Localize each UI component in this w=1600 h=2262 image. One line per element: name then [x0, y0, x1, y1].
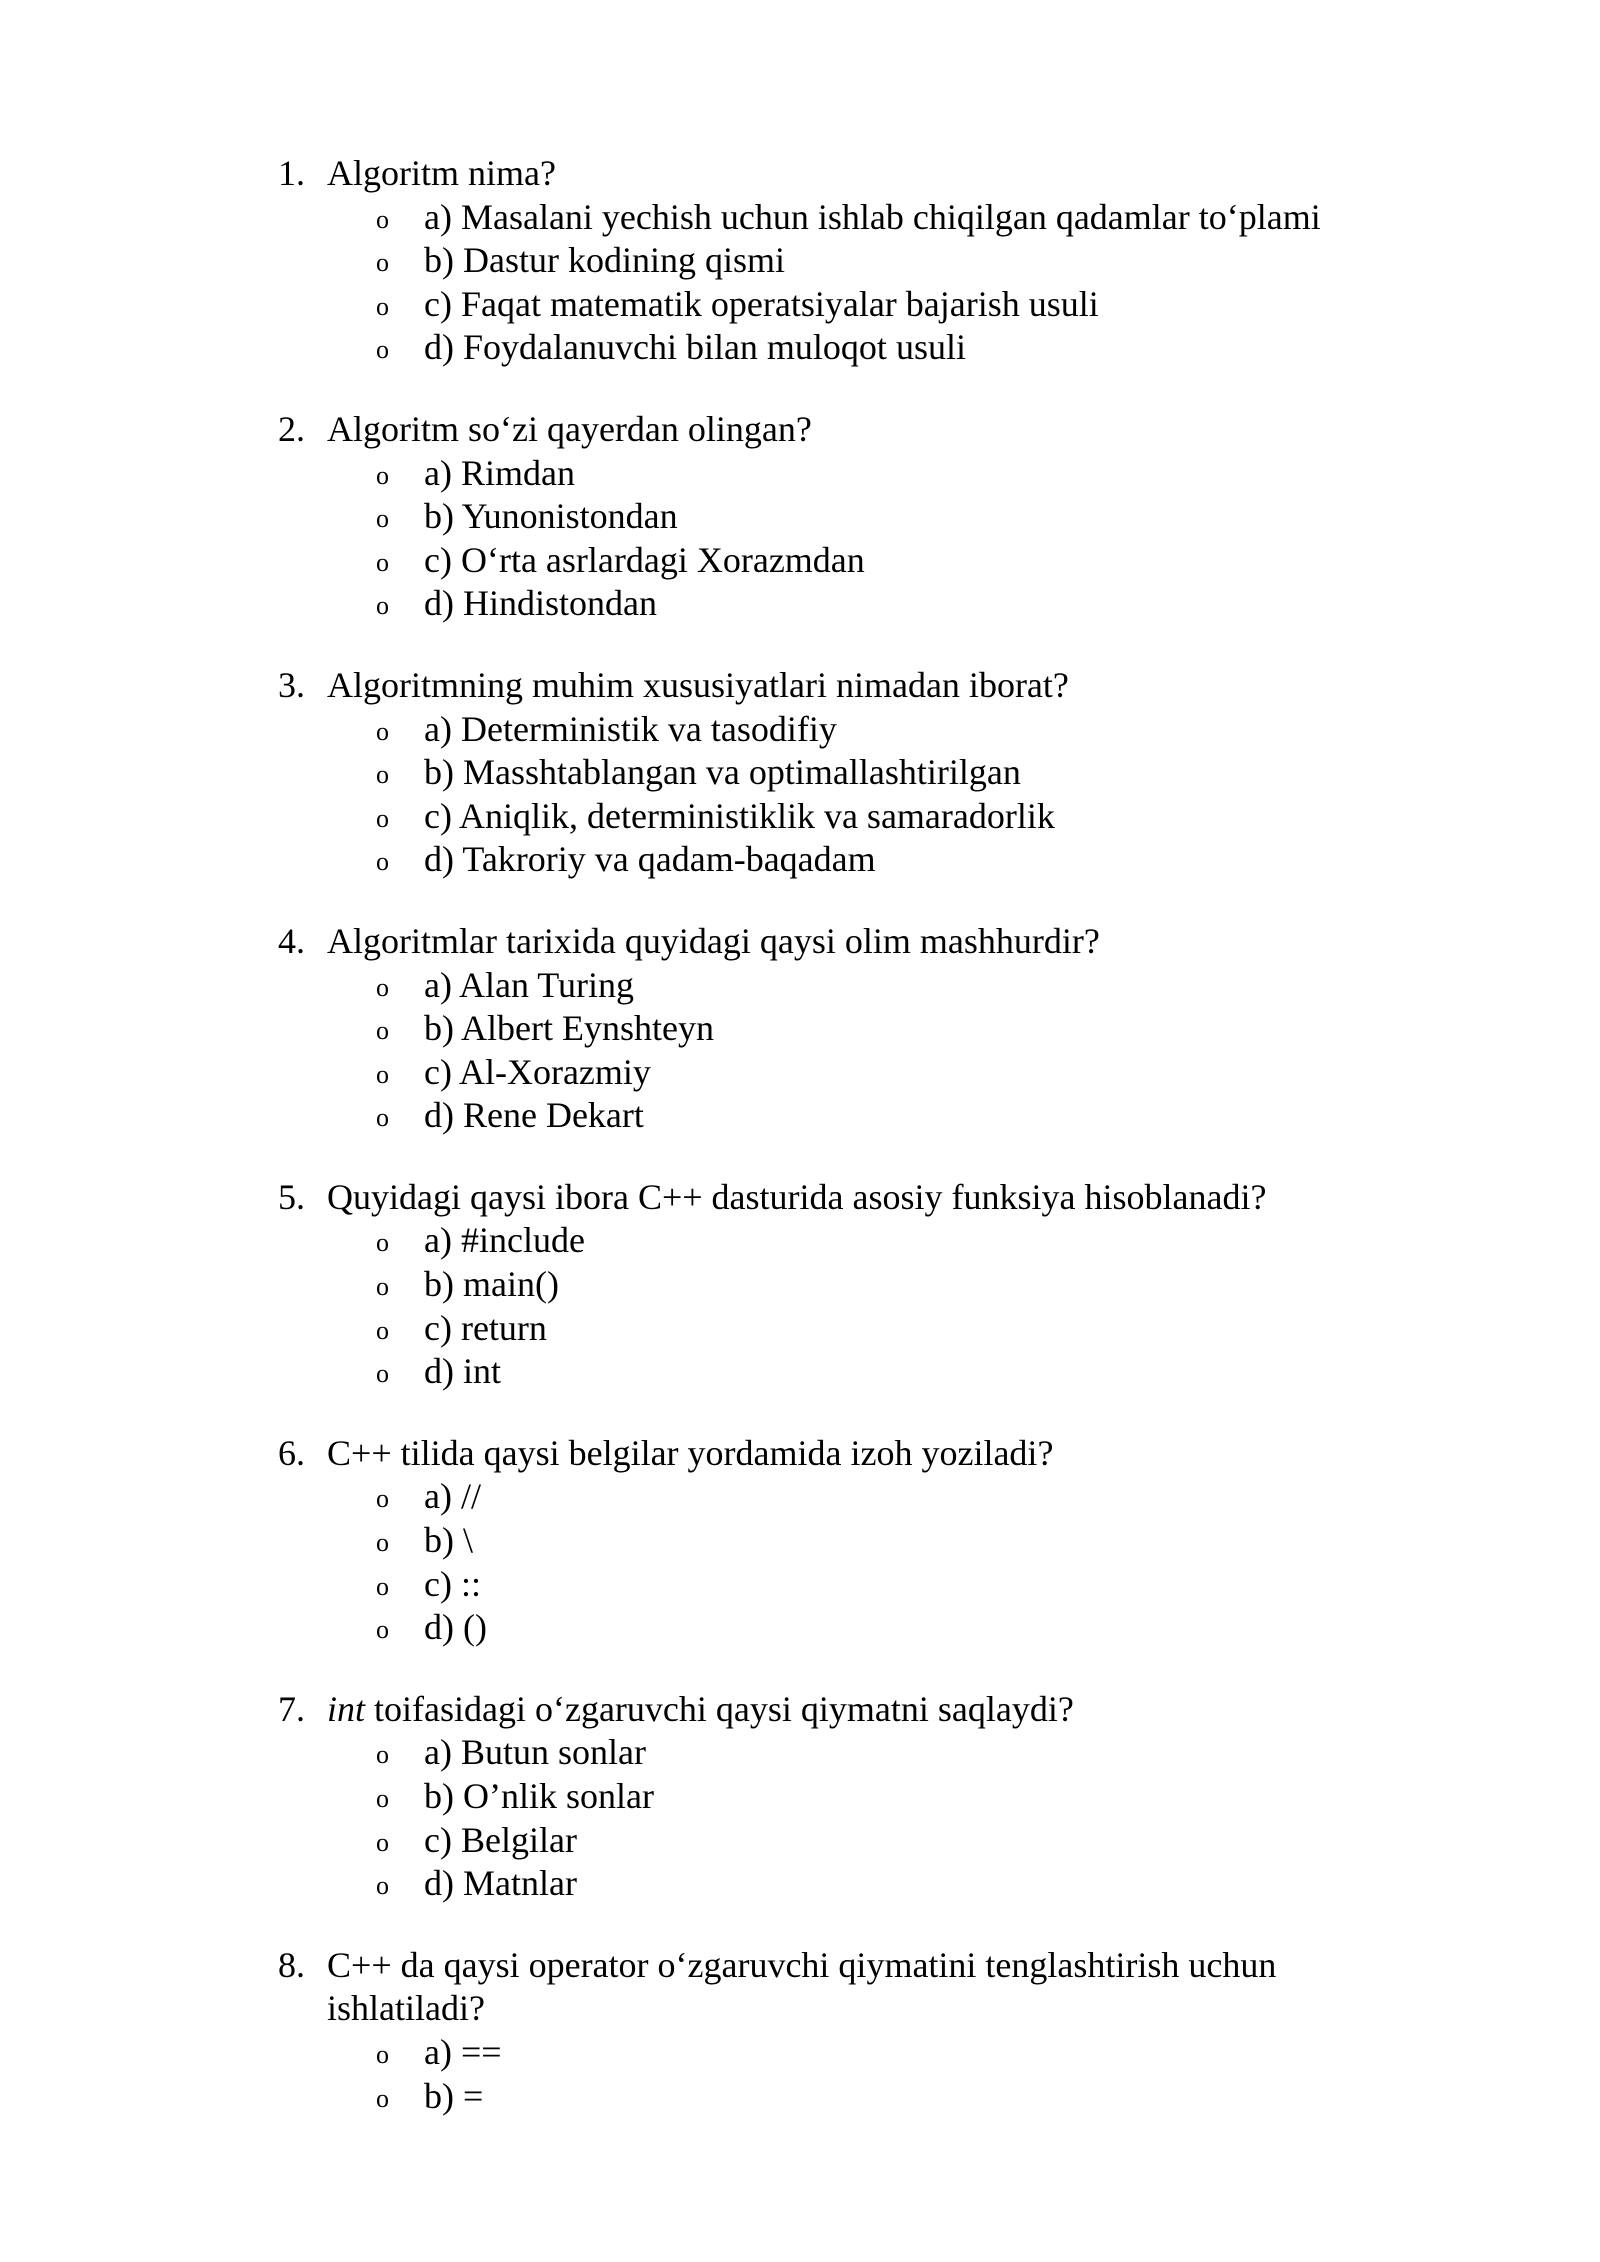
option-item	[278, 1263, 1378, 1307]
option-list	[278, 708, 1378, 882]
option-text: c) return	[424, 1307, 547, 1348]
hollow-bullet-icon: o	[376, 504, 389, 534]
question-number: 4.	[278, 920, 305, 961]
hollow-bullet-icon: o	[376, 1784, 389, 1813]
question-text	[327, 1945, 1276, 2029]
hollow-bullet-icon: o	[376, 760, 389, 790]
option-text: c) Faqat matematik operatsiyalar bajarish usuli	[424, 283, 1099, 324]
hollow-bullet-icon: o	[376, 335, 389, 365]
option-item	[278, 1862, 1378, 1906]
hollow-bullet-icon: o	[376, 248, 389, 278]
option-item	[278, 326, 1378, 370]
option-text: c) Aniqlik, deterministiklik va samaradorlik	[424, 795, 1055, 836]
question-text-body: C++ tilida qaysi belgilar yordamida izoh yoziladi?	[327, 1432, 1054, 1473]
option-item	[278, 1307, 1378, 1351]
question-text	[327, 1433, 1053, 1473]
option-item	[278, 2031, 1378, 2075]
hollow-bullet-icon: o	[376, 716, 389, 746]
option-text: c) ::	[424, 1563, 481, 1604]
question-text-body: Algoritmning muhim xususiyatlari nimadan iborat?	[327, 664, 1069, 705]
hollow-bullet-icon: o	[376, 2039, 389, 2069]
question-line	[278, 1688, 1378, 1732]
hollow-bullet-icon: o	[376, 1272, 389, 1302]
option-item	[278, 795, 1378, 839]
hollow-bullet-icon: o	[376, 1059, 389, 1089]
question-text-body: Algoritmlar tarixida quyidagi qaysi olim mashhurdir?	[327, 920, 1100, 961]
question-item	[278, 152, 1378, 370]
hollow-bullet-icon: o	[376, 547, 389, 577]
hollow-bullet-icon: o	[376, 1571, 389, 1601]
question-item	[278, 408, 1378, 626]
question-line	[278, 1944, 1378, 2031]
question-text	[327, 153, 556, 193]
option-item	[278, 1475, 1378, 1519]
option-text: a) Alan Turing	[424, 964, 635, 1005]
question-text-body: C++ da qaysi operator o‘zgaruvchi qiymatini tenglashtirish uchun ishlatiladi?	[327, 1944, 1277, 2029]
hollow-bullet-icon: o	[376, 1615, 389, 1645]
hollow-bullet-icon: o	[376, 1484, 389, 1514]
question-number: 8.	[278, 1944, 305, 1985]
option-item	[278, 1094, 1378, 1138]
option-text: b) Masshtablangan va optimallashtirilgan	[424, 752, 1021, 793]
question-text	[327, 1177, 1266, 1217]
question-item	[278, 1432, 1378, 1650]
question-item	[278, 1944, 1378, 2118]
option-item	[278, 239, 1378, 283]
question-line	[278, 408, 1378, 452]
option-text: d) ()	[424, 1607, 487, 1648]
option-item	[278, 838, 1378, 882]
option-item	[278, 1350, 1378, 1394]
question-text-body: toifasidagi o‘zgaruvchi qaysi qiymatni saqlaydi?	[365, 1688, 1074, 1729]
option-text: c) O‘rta asrlardagi Xorazmdan	[424, 539, 865, 580]
option-text: d) int	[424, 1351, 501, 1392]
option-list	[278, 196, 1378, 370]
option-text: a) Butun sonlar	[424, 1732, 646, 1773]
hollow-bullet-icon: o	[376, 204, 389, 234]
option-list	[278, 1731, 1378, 1905]
option-list	[278, 964, 1378, 1138]
option-item	[278, 452, 1378, 496]
question-number: 1.	[278, 153, 305, 193]
question-item	[278, 664, 1378, 882]
question-item	[278, 920, 1378, 1138]
hollow-bullet-icon: o	[376, 2083, 389, 2113]
option-text: b) Yunonistondan	[424, 496, 678, 537]
question-number: 6.	[278, 1432, 305, 1473]
hollow-bullet-icon: o	[376, 1359, 389, 1389]
option-text: b) =	[424, 2075, 484, 2116]
option-item	[278, 1606, 1378, 1650]
question-line	[278, 664, 1378, 708]
option-text: a) Deterministik va tasodifiy	[424, 708, 837, 749]
question-number: 7.	[278, 1688, 305, 1729]
option-text: b) Dastur kodining qismi	[424, 240, 785, 281]
question-text	[327, 1689, 1074, 1729]
option-item	[278, 2075, 1378, 2119]
option-item	[278, 196, 1378, 240]
option-item	[278, 1775, 1378, 1819]
option-text: a) //	[424, 1476, 481, 1517]
option-text: a) ==	[424, 2031, 502, 2072]
hollow-bullet-icon: o	[376, 591, 389, 621]
option-text: b) \	[424, 1520, 473, 1561]
option-item	[278, 751, 1378, 795]
question-list	[278, 152, 1378, 2156]
hollow-bullet-icon: o	[376, 847, 389, 877]
hollow-bullet-icon: o	[376, 972, 389, 1002]
question-text	[327, 409, 812, 449]
hollow-bullet-icon: o	[376, 1016, 389, 1046]
question-line	[278, 1176, 1378, 1220]
option-item	[278, 1731, 1378, 1775]
question-number: 2.	[278, 408, 305, 449]
option-item	[278, 1819, 1378, 1863]
option-item	[278, 539, 1378, 583]
hollow-bullet-icon: o	[376, 1103, 389, 1133]
question-line	[278, 1432, 1378, 1476]
option-item	[278, 1519, 1378, 1563]
option-item	[278, 283, 1378, 327]
option-item	[278, 582, 1378, 626]
option-text: a) #include	[424, 1220, 585, 1261]
hollow-bullet-icon: o	[376, 460, 389, 490]
option-text: d) Matnlar	[424, 1863, 577, 1904]
option-text: d) Foydalanuvchi bilan muloqot usuli	[424, 327, 966, 368]
question-item	[278, 1176, 1378, 1394]
option-item	[278, 708, 1378, 752]
question-text-italic: int	[327, 1688, 366, 1729]
option-item	[278, 1051, 1378, 1095]
option-text: c) Belgilar	[424, 1819, 577, 1860]
hollow-bullet-icon: o	[376, 1528, 389, 1558]
question-text-body: Algoritm so‘zi qayerdan olingan?	[327, 408, 812, 449]
question-line	[278, 920, 1378, 964]
question-number: 3.	[278, 664, 305, 705]
option-text: d) Rene Dekart	[424, 1095, 644, 1136]
option-item	[278, 1563, 1378, 1607]
question-text-body: Quyidagi qaysi ibora C++ dasturida asosiy funksiya hisoblanadi?	[327, 1176, 1267, 1217]
hollow-bullet-icon: o	[376, 1827, 389, 1857]
option-text: d) Hindistondan	[424, 583, 657, 624]
option-text: c) Al-Xorazmiy	[424, 1051, 651, 1092]
option-item	[278, 1007, 1378, 1051]
question-item	[278, 1688, 1378, 1906]
hollow-bullet-icon: o	[376, 1740, 389, 1770]
question-text	[327, 921, 1100, 961]
option-text: b) main()	[424, 1264, 559, 1305]
option-text: b) O’nlik sonlar	[424, 1776, 654, 1816]
question-number: 5.	[278, 1176, 305, 1217]
hollow-bullet-icon: o	[376, 1871, 389, 1901]
option-list	[278, 1475, 1378, 1649]
option-list	[278, 1219, 1378, 1393]
option-list	[278, 452, 1378, 626]
question-line	[278, 152, 1378, 196]
option-text: a) Masalani yechish uchun ishlab chiqilgan qadamlar to‘plami	[424, 196, 1321, 237]
option-text: b) Albert Eynshteyn	[424, 1008, 714, 1049]
option-item	[278, 1219, 1378, 1263]
option-item	[278, 495, 1378, 539]
hollow-bullet-icon: o	[376, 803, 389, 833]
option-list	[278, 2031, 1378, 2118]
option-text: a) Rimdan	[424, 452, 575, 493]
question-text-body: Algoritm nima?	[327, 153, 556, 193]
option-item	[278, 964, 1378, 1008]
option-text: d) Takroriy va qadam-baqadam	[424, 839, 876, 880]
hollow-bullet-icon: o	[376, 1315, 389, 1345]
question-text	[327, 665, 1069, 705]
hollow-bullet-icon: o	[376, 1228, 389, 1258]
hollow-bullet-icon: o	[376, 291, 389, 321]
